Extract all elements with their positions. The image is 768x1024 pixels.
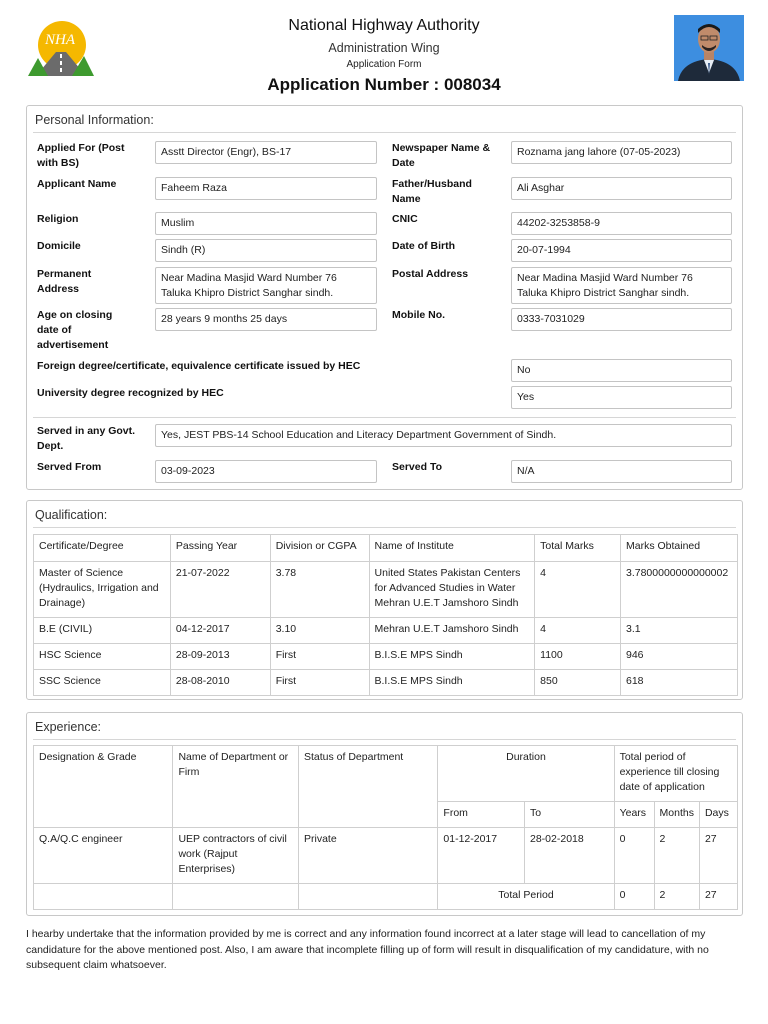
table-cell: Mehran U.E.T Jamshoro Sindh (369, 618, 535, 644)
table-cell: 3.78 (270, 562, 369, 618)
table-header-row (34, 746, 738, 802)
table-cell: 28-08-2010 (170, 670, 270, 696)
foreign-degree-label: Foreign degree/certificate, equivalence certificate issued by HEC (37, 360, 361, 372)
table-cell: 0 (614, 828, 654, 884)
served-from-label: Served From (37, 461, 102, 473)
father-name-field[interactable]: Ali Asghar (511, 177, 732, 200)
table-cell (298, 884, 437, 910)
table-row (34, 644, 738, 670)
table-cell: Private (298, 828, 437, 884)
served-govt-label: Served in any Govt. Dept. (37, 425, 136, 452)
applicant-photo (674, 15, 744, 81)
svg-text:NHA: NHA (45, 32, 75, 48)
table-total-row (34, 884, 738, 910)
table-cell (34, 884, 173, 910)
table-cell: 850 (535, 670, 621, 696)
table-cell: First (270, 644, 369, 670)
served-from-field[interactable]: 03-09-2023 (155, 460, 377, 483)
table-cell: 946 (621, 644, 738, 670)
table-cell: B.I.S.E MPS Sindh (369, 644, 535, 670)
permanent-address-field[interactable]: Near Madina Masjid Ward Number 76 Taluka Khipro District Sanghar sindh. (155, 267, 377, 304)
personal-information-panel (26, 105, 743, 490)
table-cell: HSC Science (34, 644, 171, 670)
age-label: Age on closing date of advertisement (37, 309, 113, 351)
qualification-panel (26, 500, 743, 700)
total-period-label: Total Period (438, 884, 614, 910)
dob-field[interactable]: 20-07-1994 (511, 239, 732, 262)
table-cell: 4 (535, 562, 621, 618)
column-header: Total period of experience till closing date of application (614, 746, 737, 802)
column-header: Marks Obtained (621, 535, 738, 562)
domicile-field[interactable]: Sindh (R) (155, 239, 377, 262)
table-cell: First (270, 670, 369, 696)
column-header: Name of Institute (369, 535, 535, 562)
column-header: Certificate/Degree (34, 535, 171, 562)
postal-address-field[interactable]: Near Madina Masjid Ward Number 76 Taluka Khipro District Sanghar sindh. (511, 267, 732, 304)
organization-name: National Highway Authority (288, 17, 480, 34)
table-cell: 28-02-2018 (525, 828, 615, 884)
column-header: Years (614, 802, 654, 828)
applicant-name-label: Applicant Name (37, 178, 117, 190)
application-number: Application Number : 008034 (267, 75, 501, 94)
hec-degree-field[interactable]: Yes (511, 386, 732, 409)
panel-title: Qualification: (35, 508, 108, 522)
table-cell: Q.A/Q.C engineer (34, 828, 173, 884)
table-cell: 0 (614, 884, 654, 910)
table-cell: SSC Science (34, 670, 171, 696)
divider (33, 527, 736, 528)
table-cell: UEP contractors of civil work (Rajput Enterprises) (173, 828, 299, 884)
declaration-text: I hearby undertake that the information provided by me is correct and any information found incorrect at a later stage will lead to cancellation of my candidature for the above mentioned post. Also, I am aware that incomplete filling up of form will result in disqualification of my candidature, with no subsequent claim whatsoever. (26, 928, 709, 971)
experience-table (33, 745, 738, 910)
served-to-field[interactable]: N/A (511, 460, 732, 483)
table-cell: 27 (699, 884, 737, 910)
applicant-name-field[interactable]: Faheem Raza (155, 177, 377, 200)
dob-label: Date of Birth (392, 240, 455, 252)
column-header: Total Marks (535, 535, 621, 562)
mobile-field[interactable]: 0333-7031029 (511, 308, 732, 331)
table-cell: Master of Science (Hydraulics, Irrigation and Drainage) (34, 562, 171, 618)
applied-for-label: Applied For (Post with BS) (37, 142, 125, 169)
table-cell (173, 884, 299, 910)
table-row (34, 670, 738, 696)
table-cell: 3.1 (621, 618, 738, 644)
form-header (0, 0, 768, 100)
column-header: Division or CGPA (270, 535, 369, 562)
divider (33, 739, 736, 740)
age-field[interactable]: 28 years 9 months 25 days (155, 308, 377, 331)
table-cell: 2 (654, 884, 699, 910)
table-cell: United States Pakistan Centers for Advanced Studies in Water Mehran U.E.T Jamshoro Sindh (369, 562, 535, 618)
table-row (34, 618, 738, 644)
cnic-label: CNIC (392, 213, 418, 225)
newspaper-field[interactable]: Roznama jang lahore (07-05-2023) (511, 141, 732, 164)
column-header: Status of Department (298, 746, 437, 828)
table-cell: 28-09-2013 (170, 644, 270, 670)
panel-title: Experience: (35, 720, 102, 734)
mobile-label: Mobile No. (392, 309, 446, 321)
table-cell: 1100 (535, 644, 621, 670)
panel-title: Personal Information: (35, 113, 154, 127)
qualification-table (33, 534, 738, 696)
applied-for-field[interactable]: Asstt Director (Engr), BS-17 (155, 141, 377, 164)
divider (33, 132, 736, 133)
religion-field[interactable]: Muslim (155, 212, 377, 235)
column-header: Days (699, 802, 737, 828)
experience-panel (26, 712, 743, 916)
column-header: From (438, 802, 525, 828)
table-cell: 2 (654, 828, 699, 884)
foreign-degree-field[interactable]: No (511, 359, 732, 382)
permanent-address-label: Permanent Address (37, 268, 92, 295)
domicile-label: Domicile (37, 240, 81, 252)
column-header: To (525, 802, 615, 828)
column-header: Name of Department or Firm (173, 746, 299, 828)
divider (33, 417, 736, 418)
religion-label: Religion (37, 213, 79, 225)
table-cell: B.I.S.E MPS Sindh (369, 670, 535, 696)
column-header: Passing Year (170, 535, 270, 562)
postal-address-label: Postal Address (392, 268, 469, 280)
served-to-label: Served To (392, 461, 442, 473)
table-cell: 01-12-2017 (438, 828, 525, 884)
table-cell: B.E (CIVIL) (34, 618, 171, 644)
served-govt-field[interactable]: Yes, JEST PBS-14 School Education and Literacy Department Government of Sindh. (155, 424, 732, 447)
table-cell: 618 (621, 670, 738, 696)
newspaper-label: Newspaper Name & Date (392, 142, 491, 169)
column-header: Months (654, 802, 699, 828)
wing-name: Administration Wing (328, 41, 440, 55)
father-name-label: Father/Husband Name (392, 178, 472, 205)
hec-degree-label: University degree recognized by HEC (37, 387, 224, 399)
column-header: Duration (438, 746, 614, 802)
table-row (34, 562, 738, 618)
column-header: Designation & Grade (34, 746, 173, 828)
table-cell: 04-12-2017 (170, 618, 270, 644)
table-cell: 3.7800000000000002 (621, 562, 738, 618)
table-cell: 27 (699, 828, 737, 884)
table-header-row (34, 535, 738, 562)
cnic-field[interactable]: 44202-3253858-9 (511, 212, 732, 235)
form-label: Application Form (346, 59, 422, 70)
table-row (34, 828, 738, 884)
table-cell: 21-07-2022 (170, 562, 270, 618)
table-cell: 3.10 (270, 618, 369, 644)
table-cell: 4 (535, 618, 621, 644)
